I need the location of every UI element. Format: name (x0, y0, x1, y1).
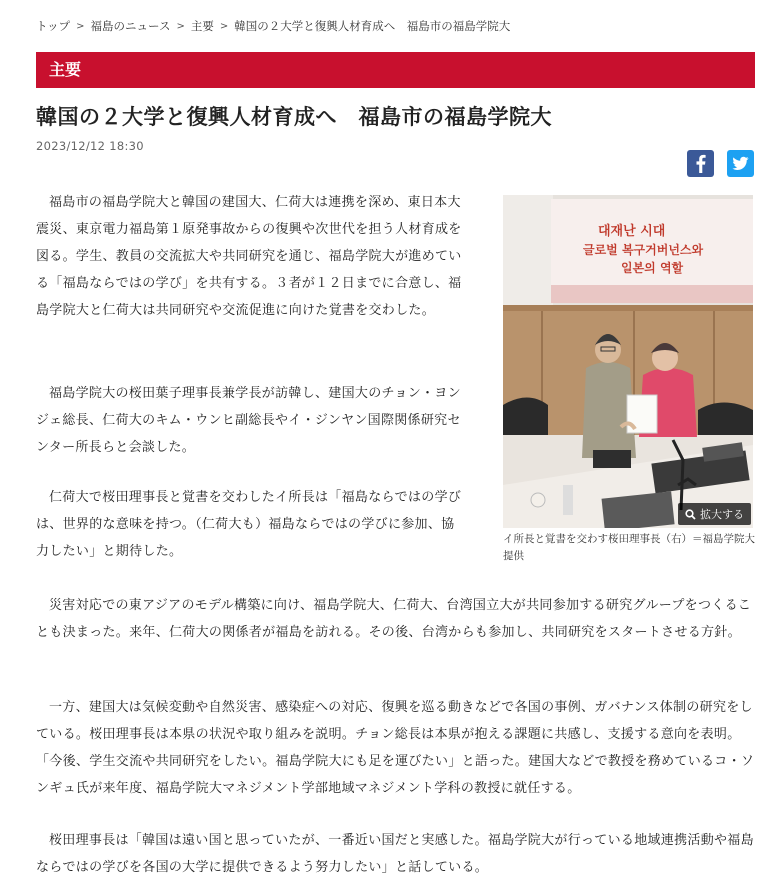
photo-caption: イ所長と覚書を交わす桜田理事長（右）＝福島学院大提供 (503, 533, 755, 562)
article-paragraph: 災害対応での東アジアのモデル構築に向け、福島学院大、仁荷大、台湾国立大が共同参加する研究グループをつくることも決まった。来年、仁荷大の関係者が福島を訪れる。その後、台湾からも参加し、共同研究をスタートさせる方針。 (36, 598, 752, 640)
banner-line2: 글로벌 복구거버넌스와 (583, 243, 704, 257)
category-header: 主要 (36, 52, 755, 88)
breadcrumb-main[interactable]: 主要 (190, 19, 214, 33)
signing-ceremony-photo (503, 195, 753, 528)
facebook-share-button[interactable] (687, 150, 714, 177)
banner-line1: 대재난 시대 (598, 224, 666, 239)
article-photo[interactable] (503, 195, 753, 528)
breadcrumb-separator: > (176, 20, 185, 32)
zoom-button[interactable] (678, 503, 751, 525)
breadcrumb-separator: > (219, 20, 229, 32)
breadcrumb-separator: > (76, 20, 85, 32)
article-paragraph: 仁荷大で桜田理事長と覚書を交わしたイ所長は「福島ならではの学びは、世界的な意味を持つ。（仁荷大も）福島ならではの学びに参加、協力したい」と期待した。 (36, 490, 462, 559)
breadcrumb-fukushima-news[interactable]: 福島のニュース (90, 19, 171, 33)
twitter-icon (727, 150, 754, 177)
facebook-icon (687, 150, 714, 177)
article-title: 韓国の２大学と復興人材育成へ 福島市の福島学院大 (36, 105, 552, 129)
magnifier-icon (685, 509, 696, 520)
banner-line3: 일본의 역할 (621, 261, 684, 275)
article-date: 2023/12/12 18:30 (36, 139, 144, 153)
breadcrumb (36, 18, 510, 34)
article-paragraph: 福島学院大の桜田葉子理事長兼学長が訪韓し、建国大のチョン・ヨンジェ総長、仁荷大のキム・ウンヒ副総長やイ・ジンヤン国際関係研究センター所長らと会談した。 (36, 386, 461, 455)
article-paragraph: 桜田理事長は「韓国は遠い国と思っていたが、一番近い国だと実感した。福島学院大が行っている地域連携活動や福島ならではの学びを各国の大学に提供できるよう努力したい」と話している。 (36, 833, 754, 875)
zoom-label: 拡大する (700, 508, 744, 521)
breadcrumb-current: 韓国の２大学と復興人材育成へ 福島市の福島学院大 (234, 19, 511, 33)
article-paragraph: 福島市の福島学院大と韓国の建国大、仁荷大は連携を深め、東日本大震災、東京電力福島第１原発事故からの復興や次世代を担う人材育成を図る。学生、教員の交流拡大や共同研究を通じ、福島学院大が進めている「福島ならではの学び」を共有する。３者が１２日までに合意し、福島学院大と仁荷大は共同研究や交流促進に向けた覚書を交わした。 (36, 195, 462, 318)
twitter-share-button[interactable] (727, 150, 754, 177)
article-paragraph: 一方、建国大は気候変動や自然災害、感染症への対応、復興を巡る動きなどで各国の事例、ガバナンス体制の研究をしている。桜田理事長は本県の状況や取り組みを説明。チョン総長は本県が抱える課題に共感し、支援する意向を表明。「今後、学生交流や共同研究をしたい。福島学院大にも足を運びたい」と語った。建国大などで教授を務めているコ・ソンギュ氏が来年度、福島学院大マネジメント学部地域マネジメント学科の教授に就任する。 (36, 700, 755, 796)
breadcrumb-top[interactable]: トップ (36, 19, 71, 33)
